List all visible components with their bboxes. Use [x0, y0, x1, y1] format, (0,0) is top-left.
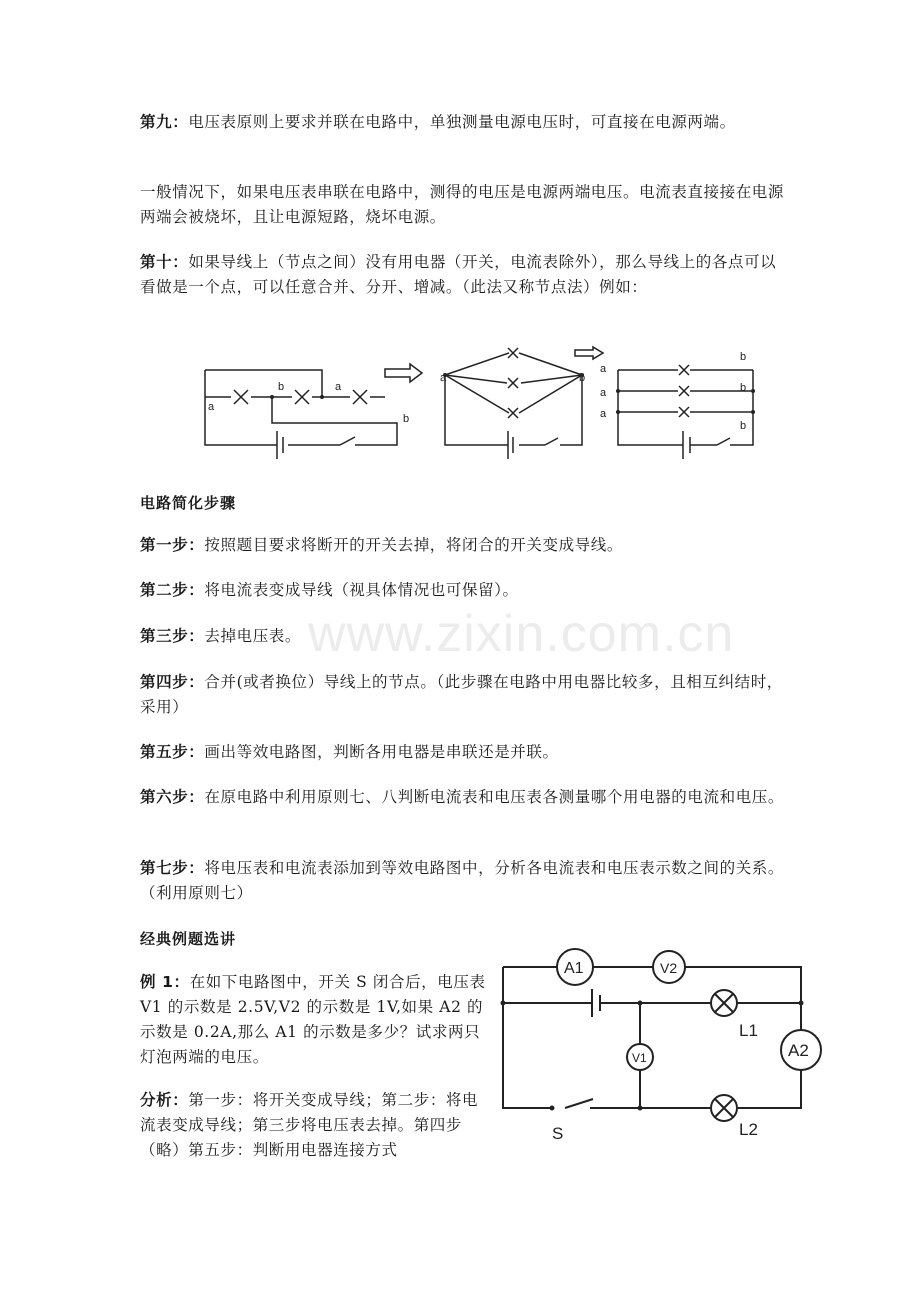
para-label: 第十：	[140, 253, 189, 271]
step-item	[140, 670, 790, 720]
node-label-a: a	[208, 401, 215, 413]
node-label-b: b	[278, 381, 285, 393]
node-label-a: a	[600, 387, 607, 399]
step-label: 第六步：	[140, 788, 205, 806]
step-item	[140, 624, 790, 649]
step-label: 第七步：	[140, 859, 205, 877]
analysis-text: 第一步：将开关变成导线；第二步：将电流表变成导线；第三步将电压表去掉。第四步（略）第五步：判断用电器连接方式	[140, 1091, 479, 1159]
node-label-a: a	[600, 363, 607, 375]
step-label: 第三步：	[140, 627, 205, 645]
section-heading-examples: 经典例题选讲	[140, 930, 237, 948]
step-label: 第四步：	[140, 673, 205, 691]
node-label-b: b	[403, 413, 410, 425]
meter-label-a1: A1	[564, 960, 584, 977]
node-label-b: b	[579, 372, 586, 384]
watermark: www.zixin.com.cn	[308, 605, 735, 663]
analysis-label: 分析：	[140, 1091, 189, 1109]
analysis	[140, 1088, 490, 1163]
step-label: 第一步：	[140, 536, 205, 554]
paragraph-tenth-principle	[140, 250, 790, 300]
meter-label-a2: A2	[788, 1041, 809, 1060]
step-text: 合并(或者换位）导线上的节点。（此步骤在电路中用电器比较多，且相互纠结时，采用）	[140, 673, 783, 716]
step-label: 第五步：	[140, 743, 205, 761]
node-label-a: a	[335, 381, 342, 393]
step-item	[140, 533, 790, 558]
step-text: 按照题目要求将断开的开关去掉，将闭合的开关变成导线。	[204, 536, 624, 554]
step-label: 第二步：	[140, 581, 205, 599]
example-text: 在如下电路图中，开关 S 闭合后，电压表 V1 的示数是 2.5V,V2 的示数是 1V,如果 A2 的示数是 0.2A,那么 A1 的示数是多少？试求两只灯泡两端的电压。	[140, 973, 486, 1066]
node-label-b: b	[740, 420, 747, 432]
paragraph-general: 一般情况下，如果电压表串联在电路中，测得的电压是电源两端电压。电流表直接接在电源两端会被烧坏，且让电源短路，烧坏电源。	[140, 183, 785, 226]
lamp-label-l2: L2	[739, 1120, 758, 1139]
meter-label-v2: V2	[660, 960, 678, 976]
example-1	[140, 970, 490, 1070]
paragraph-ninth-principle	[140, 110, 790, 135]
step-item	[140, 740, 790, 765]
example-label: 例 1：	[140, 973, 190, 991]
lamp-label-l1: L1	[739, 1021, 758, 1040]
step-item	[140, 785, 790, 810]
step-text: 将电流表变成导线（视具体情况也可保留）。	[204, 581, 519, 599]
step-text: 将电压表和电流表添加到等效电路图中，分析各电流表和电压表示数之间的关系。（利用原则七）	[140, 859, 785, 902]
meter-label-v1: V1	[632, 1051, 647, 1065]
example-circuit-figure	[495, 945, 840, 1145]
switch-label-s: S	[552, 1124, 564, 1143]
node-label-a: a	[600, 408, 607, 420]
node-method-figure	[195, 345, 770, 470]
node-label-b: b	[740, 382, 747, 394]
node-label-a: a	[440, 372, 447, 384]
section-heading-simplify: 电路简化步骤	[140, 494, 237, 512]
step-item	[140, 856, 790, 906]
para-text: 如果导线上（节点之间）没有用电器（开关，电流表除外），那么导线上的各点可以看做是一个点，可以任意合并、分开、增减。（此法又称节点法）例如：	[140, 253, 777, 296]
node-label-b: b	[740, 351, 747, 363]
step-text: 去掉电压表。	[204, 627, 302, 645]
step-text: 在原电路中利用原则七、八判断电流表和电压表各测量哪个用电器的电流和电压。	[204, 788, 785, 806]
para-label: 第九：	[140, 113, 189, 131]
step-item	[140, 578, 790, 603]
step-text: 画出等效电路图，判断各用电器是串联还是并联。	[204, 743, 559, 761]
para-text: 电压表原则上要求并联在电路中，单独测量电源电压时，可直接在电源两端。	[188, 113, 736, 131]
